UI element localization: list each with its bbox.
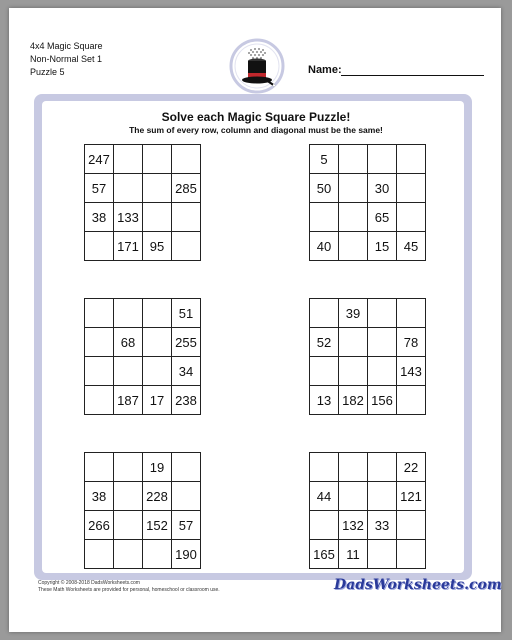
cell[interactable]: 65 [368, 203, 397, 232]
cell[interactable] [143, 357, 172, 386]
cell[interactable]: 51 [172, 299, 201, 328]
cell[interactable] [172, 203, 201, 232]
footer [38, 580, 220, 594]
cell[interactable]: 247 [85, 145, 114, 174]
cell[interactable]: 57 [85, 174, 114, 203]
magic-square-6 [309, 452, 426, 569]
cell[interactable] [397, 174, 426, 203]
cell[interactable]: 121 [397, 482, 426, 511]
magic-square-4 [309, 298, 426, 415]
cell[interactable] [114, 540, 143, 569]
cell[interactable] [397, 386, 426, 415]
cell[interactable]: 45 [397, 232, 426, 261]
cell[interactable] [143, 540, 172, 569]
cell[interactable]: 15 [368, 232, 397, 261]
cell[interactable] [368, 453, 397, 482]
cell[interactable]: 57 [172, 511, 201, 540]
cell[interactable] [339, 328, 368, 357]
cell[interactable] [397, 145, 426, 174]
cell[interactable] [339, 357, 368, 386]
cell[interactable]: 22 [397, 453, 426, 482]
magic-square-3 [84, 298, 201, 415]
cell[interactable]: 39 [339, 299, 368, 328]
cell[interactable] [143, 203, 172, 232]
cell[interactable] [310, 299, 339, 328]
cell[interactable] [172, 232, 201, 261]
cell[interactable] [310, 453, 339, 482]
cell[interactable]: 238 [172, 386, 201, 415]
worksheet-set: Non-Normal Set 1 [30, 54, 103, 64]
copyright-text: Copyright © 2008-2018 DadsWorksheets.com [38, 580, 140, 586]
name-line[interactable] [341, 75, 484, 76]
worksheet-type: 4x4 Magic Square [30, 41, 103, 51]
cell[interactable]: 44 [310, 482, 339, 511]
cell[interactable] [339, 145, 368, 174]
cell[interactable] [368, 482, 397, 511]
cell[interactable] [114, 174, 143, 203]
cell[interactable] [368, 145, 397, 174]
cell[interactable] [339, 453, 368, 482]
cell[interactable] [397, 203, 426, 232]
cell[interactable] [114, 511, 143, 540]
cell[interactable] [339, 203, 368, 232]
cell[interactable] [143, 328, 172, 357]
cell[interactable] [310, 357, 339, 386]
cell[interactable]: 17 [143, 386, 172, 415]
cell[interactable]: 285 [172, 174, 201, 203]
worksheet-info [30, 40, 103, 79]
cell[interactable] [339, 232, 368, 261]
cell[interactable] [85, 232, 114, 261]
cell[interactable] [143, 145, 172, 174]
magic-square-2 [309, 144, 426, 261]
cell[interactable] [397, 299, 426, 328]
cell[interactable]: 165 [310, 540, 339, 569]
cell[interactable] [85, 357, 114, 386]
cell[interactable]: 33 [368, 511, 397, 540]
cell[interactable]: 152 [143, 511, 172, 540]
cell[interactable] [85, 453, 114, 482]
magic-square-1 [84, 144, 201, 261]
magic-square-5 [84, 452, 201, 569]
cell[interactable] [143, 299, 172, 328]
cell[interactable]: 78 [397, 328, 426, 357]
cell[interactable] [143, 174, 172, 203]
cell[interactable]: 13 [310, 386, 339, 415]
cell[interactable] [114, 482, 143, 511]
dadsworksheets-logo: DadsWorksheets.com [334, 577, 502, 593]
cell[interactable]: 133 [114, 203, 143, 232]
cell[interactable] [172, 482, 201, 511]
cell[interactable] [85, 299, 114, 328]
worksheet-puzzle-number: Puzzle 5 [30, 67, 65, 77]
cell[interactable]: 52 [310, 328, 339, 357]
cell[interactable] [85, 328, 114, 357]
cell[interactable] [368, 299, 397, 328]
cell[interactable]: 38 [85, 203, 114, 232]
cell[interactable]: 5 [310, 145, 339, 174]
cell[interactable]: 95 [143, 232, 172, 261]
cell[interactable] [85, 386, 114, 415]
cell[interactable]: 30 [368, 174, 397, 203]
magic-hat-icon [229, 38, 285, 94]
instructions-subtitle: The sum of every row, column and diagonal must be the same! [129, 125, 383, 135]
cell[interactable] [368, 328, 397, 357]
cell[interactable] [172, 145, 201, 174]
cell[interactable] [310, 203, 339, 232]
usage-note: These Math Worksheets are provided for personal, homeschool or classroom use. [38, 587, 220, 593]
cell[interactable]: 228 [143, 482, 172, 511]
instructions-title: Solve each Magic Square Puzzle! [161, 110, 351, 124]
cell[interactable]: 11 [339, 540, 368, 569]
cell[interactable] [397, 511, 426, 540]
cell[interactable] [368, 540, 397, 569]
cell[interactable]: 187 [114, 386, 143, 415]
cell[interactable]: 19 [143, 453, 172, 482]
cell[interactable] [310, 511, 339, 540]
cell[interactable]: 156 [368, 386, 397, 415]
cell[interactable]: 34 [172, 357, 201, 386]
cell[interactable]: 38 [85, 482, 114, 511]
cell[interactable]: 266 [85, 511, 114, 540]
cell[interactable]: 190 [172, 540, 201, 569]
cell[interactable] [339, 482, 368, 511]
cell[interactable]: 132 [339, 511, 368, 540]
cell[interactable]: 68 [114, 328, 143, 357]
cell[interactable]: 255 [172, 328, 201, 357]
cell[interactable]: 143 [397, 357, 426, 386]
cell[interactable] [114, 357, 143, 386]
cell[interactable]: 50 [310, 174, 339, 203]
cell[interactable] [85, 540, 114, 569]
name-label: Name: [308, 64, 342, 76]
cell[interactable]: 40 [310, 232, 339, 261]
cell[interactable]: 182 [339, 386, 368, 415]
cell[interactable] [114, 299, 143, 328]
cell[interactable] [114, 145, 143, 174]
cell[interactable] [397, 540, 426, 569]
cell[interactable] [114, 453, 143, 482]
cell[interactable]: 171 [114, 232, 143, 261]
cell[interactable] [339, 174, 368, 203]
cell[interactable] [368, 357, 397, 386]
cell[interactable] [172, 453, 201, 482]
